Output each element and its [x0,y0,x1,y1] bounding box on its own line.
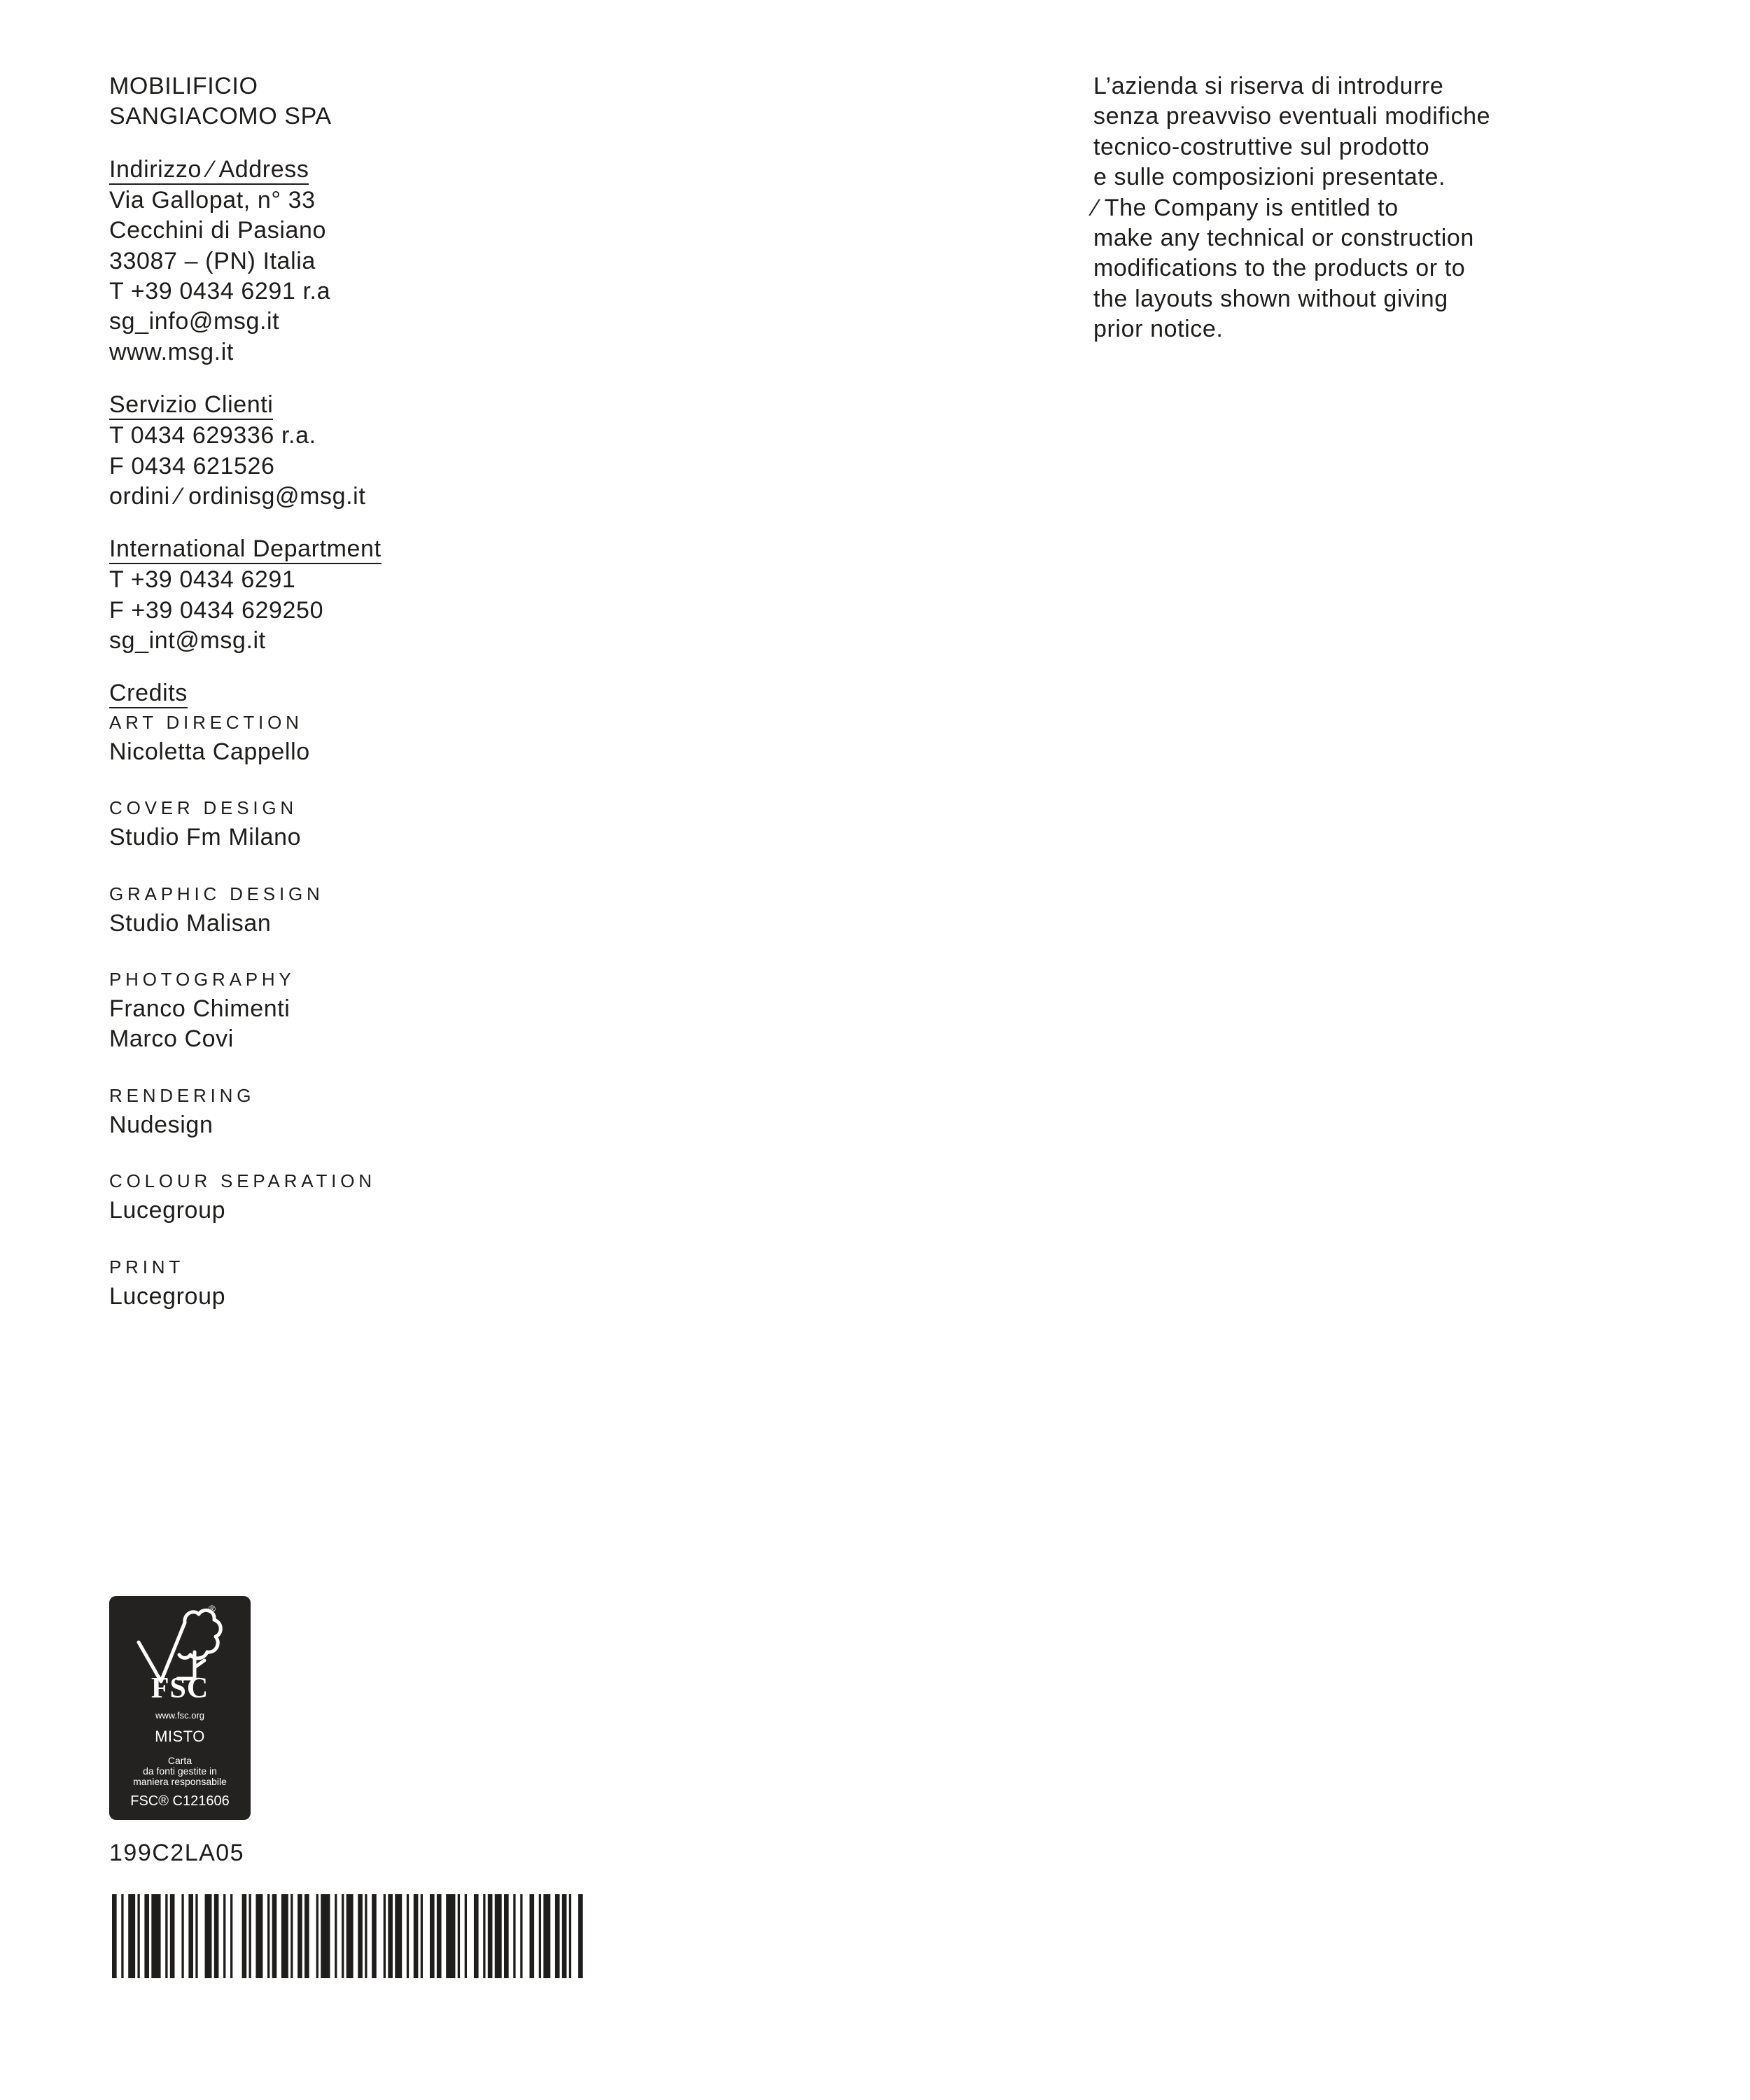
address-phone: T +39 0434 6291 r.a [109,278,331,305]
credit-name: Franco Chimenti [109,995,290,1022]
barcode-bar [430,1894,435,1978]
barcode-bar [446,1894,455,1978]
barcode-bar [223,1894,225,1978]
barcode-bar [529,1894,534,1978]
barcode-bar [151,1894,160,1978]
credit-cover-design [109,797,739,853]
barcode-bar [128,1894,135,1978]
credit-name: Studio Malisan [109,909,272,937]
international-email: sg_int@msg.it [109,627,266,654]
address-locality: Cecchini di Pasiano [109,217,327,244]
barcode-bar [474,1894,479,1978]
address-block [109,155,739,368]
barcode-icon [112,1894,585,1978]
barcode-bar [346,1894,354,1978]
fsc-description [109,1756,251,1787]
credit-role: PHOTOGRAPHY [109,968,295,990]
barcode-bar [267,1894,270,1978]
barcode-bar [214,1894,219,1978]
credit-role: RENDERING [109,1084,255,1106]
credit-role: GRAPHIC DESIGN [109,883,324,904]
credit-role: PRINT [109,1256,184,1278]
barcode-bar [513,1894,515,1978]
credit-role: COLOUR SEPARATION [109,1170,376,1192]
barcode-bar [437,1894,442,1978]
barcode-bar [205,1894,212,1978]
credit-name: Nicoletta Cappello [109,738,310,765]
barcode-bar [335,1894,337,1978]
disclaimer-line: modifications to the products or to [1093,255,1466,282]
address-street: Via Gallopat, n° 33 [109,186,316,214]
barcode-bar [520,1894,522,1978]
barcode-bar [230,1894,232,1978]
barcode-bar [578,1894,583,1978]
barcode-bar [504,1894,509,1978]
barcode-bar [195,1894,197,1978]
disclaimer [1093,71,1548,345]
company-name [109,71,739,132]
barcode-bar [121,1894,123,1978]
barcode-bar [488,1894,493,1978]
barcode-bar [495,1894,502,1978]
barcode-bar [188,1894,193,1978]
barcode-bar [281,1894,288,1978]
international-fax: F +39 0434 629250 [109,596,324,624]
fsc-mark: FSC [150,1672,209,1704]
barcode-bar [365,1894,367,1978]
customer-service-email: ordini ⁄ ordinisg@msg.it [109,483,366,510]
product-code: 199C2LA05 [109,1840,245,1866]
barcode-bar [316,1894,318,1978]
credit-name: Lucegroup [109,1282,226,1310]
disclaimer-line: the layouts shown without giving [1093,285,1448,312]
credits-block [109,679,739,1312]
barcode-bar [421,1894,423,1978]
credit-art-direction [109,712,739,767]
barcode-bar [388,1894,393,1978]
barcode-bar [465,1894,467,1978]
barcode-bar [539,1894,541,1978]
barcode-bar [144,1894,149,1978]
credit-role: ART DIRECTION [109,711,303,733]
barcode-bar [483,1894,485,1978]
fsc-logo [109,1596,251,1820]
customer-service-phone: T 0434 629336 r.a. [109,422,316,449]
barcode-bar [569,1894,571,1978]
fsc-description-line: da fonti gestite in [143,1765,217,1777]
credits-heading: Credits [109,679,188,708]
fsc-label: MISTO [155,1728,205,1745]
disclaimer-line: tecnico-costruttive sul prodotto [1093,133,1430,160]
credit-print [109,1256,739,1312]
disclaimer-line: e sulle composizioni presentate. [1093,164,1446,191]
international-heading: International Department [109,535,382,564]
barcode-bar [562,1894,567,1978]
disclaimer-line: L’azienda si riserva di introdurre [1093,73,1444,99]
barcode-bar [112,1894,117,1978]
credit-photography [109,969,739,1055]
credit-graphic-design [109,883,739,939]
disclaimer-line: prior notice. [1093,316,1224,343]
international-phone: T +39 0434 6291 [109,566,296,594]
barcode-bar [543,1894,550,1978]
customer-service-fax: F 0434 621526 [109,452,275,479]
barcode-bar [170,1894,175,1978]
credit-colour-separation [109,1170,739,1226]
barcode-bar [458,1894,460,1978]
fsc-description-line: Carta [167,1755,192,1766]
barcode-bar [321,1894,330,1978]
credit-name: Studio Fm Milano [109,824,302,851]
barcode-bar [555,1894,560,1978]
disclaimer-line: ⁄ The Company is entitled to [1093,194,1399,221]
international-block [109,534,739,656]
credit-role: COVER DESIGN [109,797,298,819]
barcode-bar [255,1894,262,1978]
customer-service-block [109,390,739,512]
credit-name: Marco Covi [109,1026,234,1053]
credit-name: Nudesign [109,1111,214,1138]
address-heading: Indirizzo ⁄ Address [109,155,309,185]
company-name-line1: MOBILIFICIO [109,73,258,99]
barcode-bar [249,1894,251,1978]
disclaimer-line: senza preavviso eventuali modifiche [1093,103,1491,130]
credit-name: Lucegroup [109,1197,226,1224]
barcode-bar [290,1894,293,1978]
address-postcode: 33087 – (PN) Italia [109,247,316,274]
fsc-url: www.fsc.org [155,1710,205,1721]
barcode-bar [414,1894,419,1978]
credit-rendering [109,1085,739,1140]
barcode-bar [137,1894,139,1978]
customer-service-heading: Servizio Clienti [109,391,273,420]
barcode-bar [407,1894,409,1978]
barcode-bar [304,1894,309,1978]
contact-column [109,71,739,1342]
barcode-bar [242,1894,247,1978]
disclaimer-line: make any technical or construction [1093,225,1474,252]
address-email: sg_info@msg.it [109,308,280,335]
barcode-bar [372,1894,377,1978]
company-name-line2: SANGIACOMO SPA [109,103,332,130]
barcode-bar [395,1894,402,1978]
address-website: www.msg.it [109,338,234,365]
fsc-license-code: FSC® C121606 [130,1793,230,1809]
barcode-bar [384,1894,386,1978]
barcode-bar [358,1894,363,1978]
fsc-description-line: maniera responsabile [133,1776,227,1787]
barcode-bar [165,1894,167,1978]
barcode-bar [298,1894,302,1978]
barcode-bar [342,1894,344,1978]
barcode-bar [272,1894,277,1978]
fsc-registered-mark: ® [208,1603,216,1614]
barcode-bar [181,1894,183,1978]
